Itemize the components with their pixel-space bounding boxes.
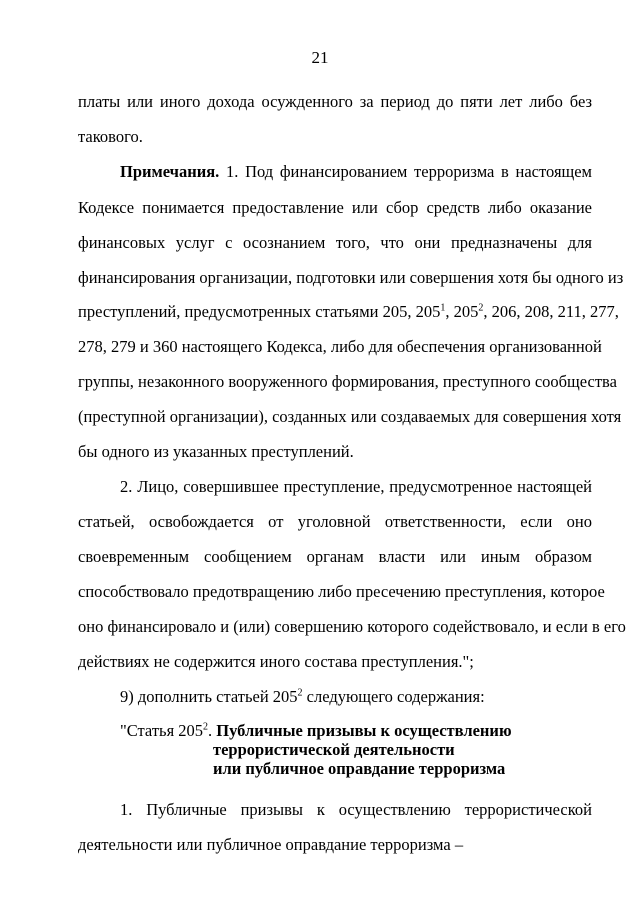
text-line: платы или иного дохода осужденного за период до пяти лет либо без bbox=[78, 92, 592, 111]
text-line: статьей, освобождается от уголовной ответственности, если оно bbox=[78, 512, 592, 531]
superscript: 2 bbox=[478, 302, 484, 314]
text-line: финансирования организации, подготовки или совершения хотя бы одного из bbox=[78, 268, 624, 287]
article-dot: . bbox=[208, 721, 217, 740]
article-title: террористической деятельности bbox=[213, 740, 455, 759]
superscript: 1 bbox=[440, 302, 446, 314]
notes-text: 1. Под финансированием терроризма в настоящем bbox=[219, 162, 592, 181]
superscript: 2 bbox=[203, 721, 209, 733]
text-line: бы одного из указанных преступлений. bbox=[78, 442, 354, 461]
article-prefix: "Статья 205 bbox=[120, 721, 204, 740]
text-line: (преступной организации), созданных или создаваемых для совершения хотя bbox=[78, 407, 622, 426]
text-line: способствовало предотвращению либо пресечению преступления, которое bbox=[78, 582, 605, 601]
text-line: 1. Публичные призывы к осуществлению террористической bbox=[120, 800, 592, 819]
text-line-with-superscript bbox=[120, 687, 592, 707]
text-line: деятельности или публичное оправдание терроризма – bbox=[78, 835, 464, 854]
text-span: , 206, 208, 211, 277, bbox=[483, 302, 619, 321]
text-line: Кодексе понимается предоставление или сбор средств либо оказание bbox=[78, 198, 592, 217]
text-line: своевременным сообщением органам власти или иным образом bbox=[78, 547, 592, 566]
text-line: группы, незаконного вооруженного формирования, преступного сообщества bbox=[78, 372, 617, 391]
text-line: оно финансировало и (или) совершению которого содействовало, и если в его bbox=[78, 617, 626, 636]
text-line: такового. bbox=[78, 127, 143, 146]
text-line: 2. Лицо, совершившее преступление, предусмотренное настоящей bbox=[120, 477, 592, 496]
article-title: или публичное оправдание терроризма bbox=[213, 759, 506, 778]
article-heading-line bbox=[120, 721, 512, 741]
notes-line bbox=[120, 162, 592, 182]
text-line: 278, 279 и 360 настоящего Кодекса, либо для обеспечения организованной bbox=[78, 337, 602, 356]
superscript: 2 bbox=[297, 687, 303, 699]
text-span: , 205 bbox=[445, 302, 479, 321]
article-title: Публичные призывы к осуществлению bbox=[216, 721, 512, 740]
text-line-with-superscripts bbox=[78, 302, 619, 322]
text-span: 9) дополнить статьей 205 bbox=[120, 687, 298, 706]
text-span: следующего содержания: bbox=[302, 687, 485, 706]
notes-heading: Примечания. bbox=[120, 162, 220, 181]
text-line: финансовых услуг с осознанием того, что они предназначены для bbox=[78, 233, 592, 252]
text-line: действиях не содержится иного состава преступления."; bbox=[78, 652, 474, 671]
page-number: 21 bbox=[311, 48, 329, 67]
text-span: преступлений, предусмотренных статьями 205, 205 bbox=[78, 302, 441, 321]
